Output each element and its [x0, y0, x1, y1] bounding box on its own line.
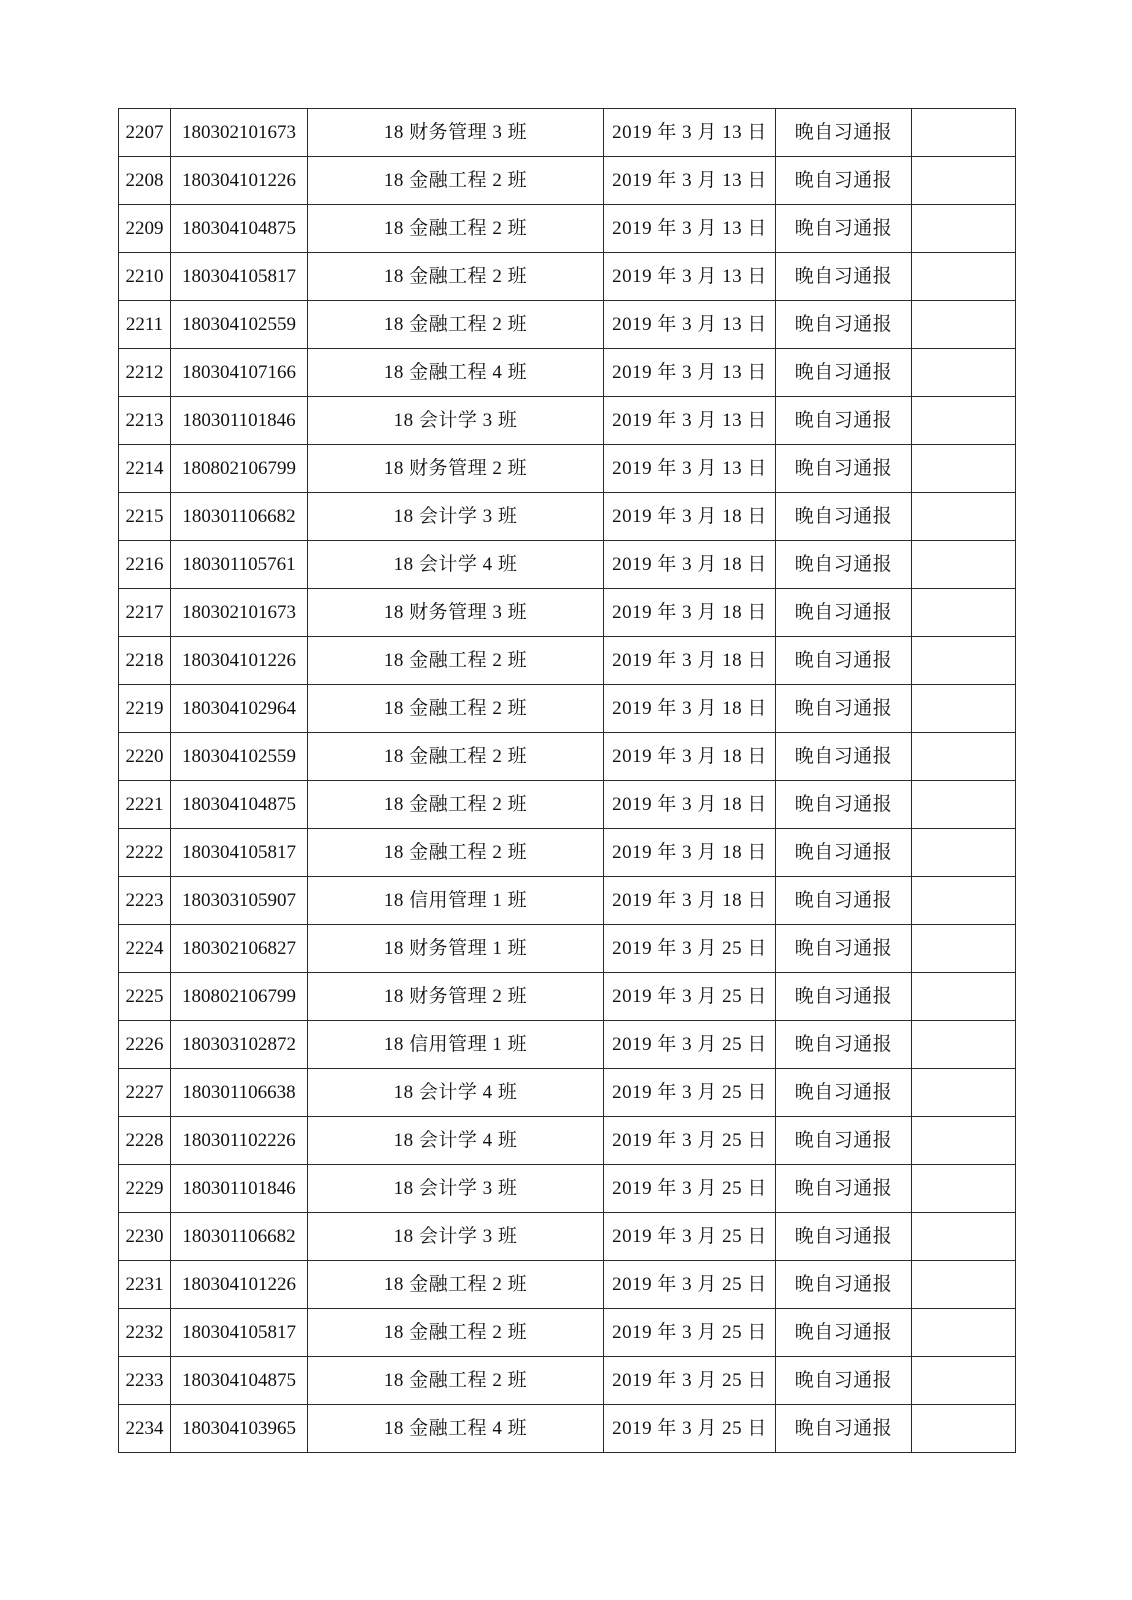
- date-cell: 2019 年 3 月 13 日: [604, 445, 776, 493]
- notice-type-cell: 晚自习通报: [776, 445, 912, 493]
- seq-cell: 2223: [119, 877, 171, 925]
- seq-cell: 2218: [119, 637, 171, 685]
- seq-cell: 2226: [119, 1021, 171, 1069]
- date-cell: 2019 年 3 月 18 日: [604, 541, 776, 589]
- seq-cell: 2229: [119, 1165, 171, 1213]
- remark-cell: [912, 1117, 1016, 1165]
- class-name-cell: 18 金融工程 2 班: [308, 685, 604, 733]
- seq-cell: 2228: [119, 1117, 171, 1165]
- date-cell: 2019 年 3 月 18 日: [604, 877, 776, 925]
- seq-cell: 2233: [119, 1357, 171, 1405]
- remark-cell: [912, 541, 1016, 589]
- seq-cell: 2209: [119, 205, 171, 253]
- class-name-cell: 18 金融工程 2 班: [308, 1309, 604, 1357]
- student-id-cell: 180303105907: [171, 877, 308, 925]
- notice-type-cell: 晚自习通报: [776, 349, 912, 397]
- date-cell: 2019 年 3 月 25 日: [604, 1117, 776, 1165]
- remark-cell: [912, 589, 1016, 637]
- date-cell: 2019 年 3 月 18 日: [604, 637, 776, 685]
- remark-cell: [912, 349, 1016, 397]
- student-id-cell: 180304107166: [171, 349, 308, 397]
- date-cell: 2019 年 3 月 18 日: [604, 829, 776, 877]
- table-row: [119, 877, 1016, 925]
- seq-cell: 2210: [119, 253, 171, 301]
- date-cell: 2019 年 3 月 18 日: [604, 685, 776, 733]
- notice-type-cell: 晚自习通报: [776, 205, 912, 253]
- student-id-cell: 180302101673: [171, 589, 308, 637]
- student-id-cell: 180304102559: [171, 301, 308, 349]
- notice-type-cell: 晚自习通报: [776, 733, 912, 781]
- class-name-cell: 18 金融工程 4 班: [308, 1405, 604, 1453]
- date-cell: 2019 年 3 月 18 日: [604, 781, 776, 829]
- notice-type-cell: 晚自习通报: [776, 1405, 912, 1453]
- remark-cell: [912, 733, 1016, 781]
- remark-cell: [912, 637, 1016, 685]
- notice-type-cell: 晚自习通报: [776, 637, 912, 685]
- remark-cell: [912, 1405, 1016, 1453]
- date-cell: 2019 年 3 月 18 日: [604, 589, 776, 637]
- notice-type-cell: 晚自习通报: [776, 493, 912, 541]
- student-id-cell: 180301105761: [171, 541, 308, 589]
- notice-type-cell: 晚自习通报: [776, 253, 912, 301]
- notice-type-cell: 晚自习通报: [776, 397, 912, 445]
- notice-type-cell: 晚自习通报: [776, 589, 912, 637]
- student-id-cell: 180304104875: [171, 781, 308, 829]
- class-name-cell: 18 财务管理 2 班: [308, 445, 604, 493]
- seq-cell: 2234: [119, 1405, 171, 1453]
- notice-type-cell: 晚自习通报: [776, 1021, 912, 1069]
- seq-cell: 2232: [119, 1309, 171, 1357]
- table-row: [119, 1261, 1016, 1309]
- remark-cell: [912, 685, 1016, 733]
- class-name-cell: 18 金融工程 2 班: [308, 1357, 604, 1405]
- class-name-cell: 18 信用管理 1 班: [308, 877, 604, 925]
- class-name-cell: 18 金融工程 2 班: [308, 157, 604, 205]
- notice-type-cell: 晚自习通报: [776, 781, 912, 829]
- remark-cell: [912, 157, 1016, 205]
- notice-type-cell: 晚自习通报: [776, 1261, 912, 1309]
- remark-cell: [912, 829, 1016, 877]
- remark-cell: [912, 1213, 1016, 1261]
- student-id-cell: 180802106799: [171, 973, 308, 1021]
- table-row: [119, 349, 1016, 397]
- seq-cell: 2208: [119, 157, 171, 205]
- remark-cell: [912, 781, 1016, 829]
- remark-cell: [912, 1309, 1016, 1357]
- seq-cell: 2216: [119, 541, 171, 589]
- seq-cell: 2225: [119, 973, 171, 1021]
- notice-type-cell: 晚自习通报: [776, 685, 912, 733]
- seq-cell: 2224: [119, 925, 171, 973]
- student-id-cell: 180304103965: [171, 1405, 308, 1453]
- class-name-cell: 18 会计学 3 班: [308, 397, 604, 445]
- remark-cell: [912, 445, 1016, 493]
- student-id-cell: 180304104875: [171, 205, 308, 253]
- student-id-cell: 180304101226: [171, 157, 308, 205]
- table-row: [119, 589, 1016, 637]
- notice-type-cell: 晚自习通报: [776, 1117, 912, 1165]
- date-cell: 2019 年 3 月 18 日: [604, 493, 776, 541]
- student-id-cell: 180304102964: [171, 685, 308, 733]
- date-cell: 2019 年 3 月 25 日: [604, 1021, 776, 1069]
- date-cell: 2019 年 3 月 25 日: [604, 1309, 776, 1357]
- student-id-cell: 180301106682: [171, 1213, 308, 1261]
- student-id-cell: 180304105817: [171, 1309, 308, 1357]
- student-id-cell: 180301102226: [171, 1117, 308, 1165]
- seq-cell: 2212: [119, 349, 171, 397]
- table-row: [119, 1165, 1016, 1213]
- class-name-cell: 18 会计学 4 班: [308, 1069, 604, 1117]
- student-id-cell: 180301101846: [171, 397, 308, 445]
- date-cell: 2019 年 3 月 25 日: [604, 1405, 776, 1453]
- table-row: [119, 301, 1016, 349]
- table-row: [119, 1021, 1016, 1069]
- notice-type-cell: 晚自习通报: [776, 301, 912, 349]
- student-id-cell: 180302106827: [171, 925, 308, 973]
- notice-type-cell: 晚自习通报: [776, 109, 912, 157]
- student-id-cell: 180304102559: [171, 733, 308, 781]
- class-name-cell: 18 金融工程 4 班: [308, 349, 604, 397]
- record-table-body: [119, 109, 1016, 1453]
- student-id-cell: 180304105817: [171, 253, 308, 301]
- remark-cell: [912, 877, 1016, 925]
- student-id-cell: 180802106799: [171, 445, 308, 493]
- date-cell: 2019 年 3 月 25 日: [604, 973, 776, 1021]
- class-name-cell: 18 金融工程 2 班: [308, 301, 604, 349]
- student-id-cell: 180304105817: [171, 829, 308, 877]
- date-cell: 2019 年 3 月 25 日: [604, 1213, 776, 1261]
- student-id-cell: 180303102872: [171, 1021, 308, 1069]
- date-cell: 2019 年 3 月 13 日: [604, 397, 776, 445]
- class-name-cell: 18 财务管理 2 班: [308, 973, 604, 1021]
- date-cell: 2019 年 3 月 13 日: [604, 109, 776, 157]
- remark-cell: [912, 493, 1016, 541]
- date-cell: 2019 年 3 月 13 日: [604, 205, 776, 253]
- date-cell: 2019 年 3 月 18 日: [604, 733, 776, 781]
- class-name-cell: 18 信用管理 1 班: [308, 1021, 604, 1069]
- seq-cell: 2213: [119, 397, 171, 445]
- table-row: [119, 109, 1016, 157]
- class-name-cell: 18 金融工程 2 班: [308, 829, 604, 877]
- seq-cell: 2220: [119, 733, 171, 781]
- table-row: [119, 1357, 1016, 1405]
- class-name-cell: 18 会计学 3 班: [308, 1213, 604, 1261]
- class-name-cell: 18 金融工程 2 班: [308, 1261, 604, 1309]
- remark-cell: [912, 1069, 1016, 1117]
- class-name-cell: 18 会计学 3 班: [308, 493, 604, 541]
- class-name-cell: 18 金融工程 2 班: [308, 637, 604, 685]
- seq-cell: 2230: [119, 1213, 171, 1261]
- table-row: [119, 493, 1016, 541]
- table-row: [119, 829, 1016, 877]
- class-name-cell: 18 财务管理 1 班: [308, 925, 604, 973]
- table-row: [119, 1069, 1016, 1117]
- remark-cell: [912, 205, 1016, 253]
- remark-cell: [912, 109, 1016, 157]
- table-row: [119, 1309, 1016, 1357]
- notice-type-cell: 晚自习通报: [776, 877, 912, 925]
- remark-cell: [912, 1165, 1016, 1213]
- student-id-cell: 180304101226: [171, 637, 308, 685]
- date-cell: 2019 年 3 月 25 日: [604, 925, 776, 973]
- seq-cell: 2231: [119, 1261, 171, 1309]
- notice-type-cell: 晚自习通报: [776, 1069, 912, 1117]
- remark-cell: [912, 973, 1016, 1021]
- student-id-cell: 180304104875: [171, 1357, 308, 1405]
- table-row: [119, 1117, 1016, 1165]
- table-row: [119, 973, 1016, 1021]
- notice-type-cell: 晚自习通报: [776, 1165, 912, 1213]
- table-row: [119, 1405, 1016, 1453]
- notice-type-cell: 晚自习通报: [776, 1309, 912, 1357]
- class-name-cell: 18 金融工程 2 班: [308, 733, 604, 781]
- date-cell: 2019 年 3 月 25 日: [604, 1165, 776, 1213]
- record-table: [118, 108, 1016, 1453]
- class-name-cell: 18 会计学 4 班: [308, 1117, 604, 1165]
- seq-cell: 2207: [119, 109, 171, 157]
- class-name-cell: 18 财务管理 3 班: [308, 109, 604, 157]
- table-row: [119, 445, 1016, 493]
- seq-cell: 2227: [119, 1069, 171, 1117]
- table-row: [119, 205, 1016, 253]
- notice-type-cell: 晚自习通报: [776, 157, 912, 205]
- class-name-cell: 18 财务管理 3 班: [308, 589, 604, 637]
- table-row: [119, 685, 1016, 733]
- student-id-cell: 180302101673: [171, 109, 308, 157]
- remark-cell: [912, 925, 1016, 973]
- date-cell: 2019 年 3 月 25 日: [604, 1261, 776, 1309]
- table-row: [119, 781, 1016, 829]
- notice-type-cell: 晚自习通报: [776, 829, 912, 877]
- table-row: [119, 637, 1016, 685]
- table-row: [119, 541, 1016, 589]
- seq-cell: 2221: [119, 781, 171, 829]
- student-id-cell: 180301101846: [171, 1165, 308, 1213]
- table-row: [119, 157, 1016, 205]
- seq-cell: 2214: [119, 445, 171, 493]
- seq-cell: 2211: [119, 301, 171, 349]
- class-name-cell: 18 金融工程 2 班: [308, 781, 604, 829]
- seq-cell: 2219: [119, 685, 171, 733]
- seq-cell: 2215: [119, 493, 171, 541]
- class-name-cell: 18 会计学 3 班: [308, 1165, 604, 1213]
- date-cell: 2019 年 3 月 13 日: [604, 157, 776, 205]
- remark-cell: [912, 1021, 1016, 1069]
- seq-cell: 2222: [119, 829, 171, 877]
- table-row: [119, 397, 1016, 445]
- notice-type-cell: 晚自习通报: [776, 1357, 912, 1405]
- remark-cell: [912, 301, 1016, 349]
- student-id-cell: 180304101226: [171, 1261, 308, 1309]
- remark-cell: [912, 397, 1016, 445]
- remark-cell: [912, 1357, 1016, 1405]
- date-cell: 2019 年 3 月 13 日: [604, 301, 776, 349]
- date-cell: 2019 年 3 月 25 日: [604, 1069, 776, 1117]
- table-row: [119, 733, 1016, 781]
- seq-cell: 2217: [119, 589, 171, 637]
- date-cell: 2019 年 3 月 13 日: [604, 253, 776, 301]
- class-name-cell: 18 金融工程 2 班: [308, 205, 604, 253]
- student-id-cell: 180301106682: [171, 493, 308, 541]
- table-row: [119, 253, 1016, 301]
- table-row: [119, 1213, 1016, 1261]
- notice-type-cell: 晚自习通报: [776, 925, 912, 973]
- class-name-cell: 18 会计学 4 班: [308, 541, 604, 589]
- remark-cell: [912, 253, 1016, 301]
- notice-type-cell: 晚自习通报: [776, 541, 912, 589]
- class-name-cell: 18 金融工程 2 班: [308, 253, 604, 301]
- student-id-cell: 180301106638: [171, 1069, 308, 1117]
- remark-cell: [912, 1261, 1016, 1309]
- notice-type-cell: 晚自习通报: [776, 1213, 912, 1261]
- date-cell: 2019 年 3 月 25 日: [604, 1357, 776, 1405]
- table-row: [119, 925, 1016, 973]
- notice-type-cell: 晚自习通报: [776, 973, 912, 1021]
- date-cell: 2019 年 3 月 13 日: [604, 349, 776, 397]
